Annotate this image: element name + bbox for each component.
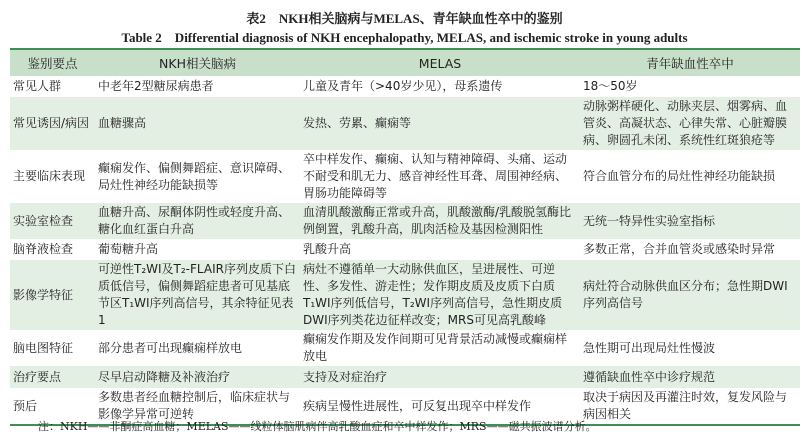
differential-diagnosis-table: [10, 48, 800, 426]
table-row: [10, 239, 800, 260]
table-cell: 动脉粥样硬化、动脉夹层、烟雾病、血管炎、高凝状态、心律失常、心脏瓣膜病、卵圆孔未闭、系统性红斑狼疮等: [583, 99, 788, 147]
table-cell: 癫痫发作期及发作间期可见背景活动减慢或癫痫样放电: [303, 332, 568, 363]
table-cell: 支持及对症治疗: [303, 369, 388, 384]
table-cell: 癫痫发作、偏侧舞蹈症、意识障碍、局灶性神经功能缺损等: [98, 160, 291, 192]
row-label-cell: 常见诱因/病因: [13, 116, 90, 130]
row-label-cell: 实验室检查: [13, 213, 74, 228]
table-cell: 病灶符合动脉供血区分布；急性期DWI序列高信号: [583, 279, 788, 310]
table-cell: 无统一特异性实验室指标: [583, 213, 716, 228]
table-cell: 葡萄糖升高: [98, 242, 159, 256]
table-cell: 部分患者可出现癫痫样放电: [98, 340, 243, 355]
table-cell: 急性期可出现局灶性慢波: [583, 340, 716, 355]
row-label-cell: 预后: [13, 398, 38, 413]
table-row: [10, 366, 800, 388]
table-cell: 取决于病因及再灌注时效，复发风险与病因相关: [583, 390, 788, 421]
table-cell: 多数正常，合并血管炎或感染时异常: [583, 242, 776, 256]
row-label-cell: 脑电图特征: [13, 340, 74, 355]
table-cell: 血糖骤高: [98, 116, 147, 130]
table-cell: 遵循缺血性卒中诊疗规范: [583, 369, 716, 384]
table-row: [10, 150, 800, 203]
header-cell: MELAS: [418, 55, 462, 71]
table-cell: 多数患者经血糖控制后，临床症状与影像学异常可逆转: [98, 390, 291, 421]
table-cell: 儿童及青年（>40岁少见），母系遗传: [303, 79, 503, 93]
table-cell: 可逆性T₂WI及T₂-FLAIR序列皮质下白质低信号，偏侧舞蹈症患者可见基底节区T₁WI序列高信号，其余特征见表1: [98, 262, 296, 327]
table-cell: 中老年2型糖尿病患者: [98, 79, 214, 93]
table-row: [10, 330, 800, 366]
table-cell: 18～50岁: [583, 79, 638, 93]
table-cell: 卒中样发作、癫痫、认知与精神障碍、头痛、运动不耐受和肌无力、感音神经性耳聋、周围神经病、胃肠功能障碍等: [303, 152, 568, 200]
header-cell: 青年缺血性卒中: [646, 55, 734, 71]
header-cell: NKH相关脑病: [159, 55, 236, 71]
row-label-cell: 治疗要点: [13, 369, 62, 384]
table-cell: 符合血管分布的局灶性神经功能缺损: [583, 169, 776, 183]
table-title-cn: 表2 NKH相关脑病与MELAS、青年缺血性卒中的鉴别: [246, 11, 563, 26]
table-row: [10, 76, 800, 97]
header-cell: 鉴别要点: [27, 55, 78, 71]
row-label-cell: 主要临床表现: [13, 169, 86, 183]
table-row: [10, 260, 800, 330]
table-cell: 血糖升高、尿酮体阴性或轻度升高、糖化血红蛋白升高: [98, 205, 291, 236]
table-row: [10, 97, 800, 150]
row-label-cell: 脑脊液检查: [13, 242, 74, 256]
table-row: [10, 203, 800, 239]
table-footnote: 注：NKH——非酮症高血糖；MELAS——线粒体脑肌病伴高乳酸血症和卒中样发作；MRS——磁共振波谱分析。: [38, 420, 597, 433]
header-row: [10, 49, 800, 76]
table-title-en: Table 2 Differential diagnosis of NKH encephalopathy, MELAS, and ischemic stroke in young adults: [121, 30, 688, 45]
table-cell: 尽早启动降糖及补液治疗: [98, 369, 231, 384]
table-cell: 乳酸升高: [303, 242, 352, 256]
row-label-cell: 影像学特征: [13, 287, 74, 302]
table-cell: 发热、劳累、癫痫等: [303, 116, 412, 130]
row-label-cell: 常见人群: [13, 79, 62, 93]
table-cell: 病灶不遵循单一大动脉供血区，呈进展性、可逆性、多发性、游走性；发作期皮质及皮质下白质T₁WI序列低信号，T₂WI序列高信号，急性期皮质DWI序列类花边征样改变；MRS可见高乳酸峰: [303, 262, 563, 327]
table-cell: 血清肌酸激酶正常或升高，肌酸激酶/乳酸脱氢酶比例倒置，乳酸升高，肌肉活检及基因检测阳性: [303, 205, 572, 236]
table-cell: 疾病呈慢性进展性，可反复出现卒中样发作: [303, 398, 532, 413]
